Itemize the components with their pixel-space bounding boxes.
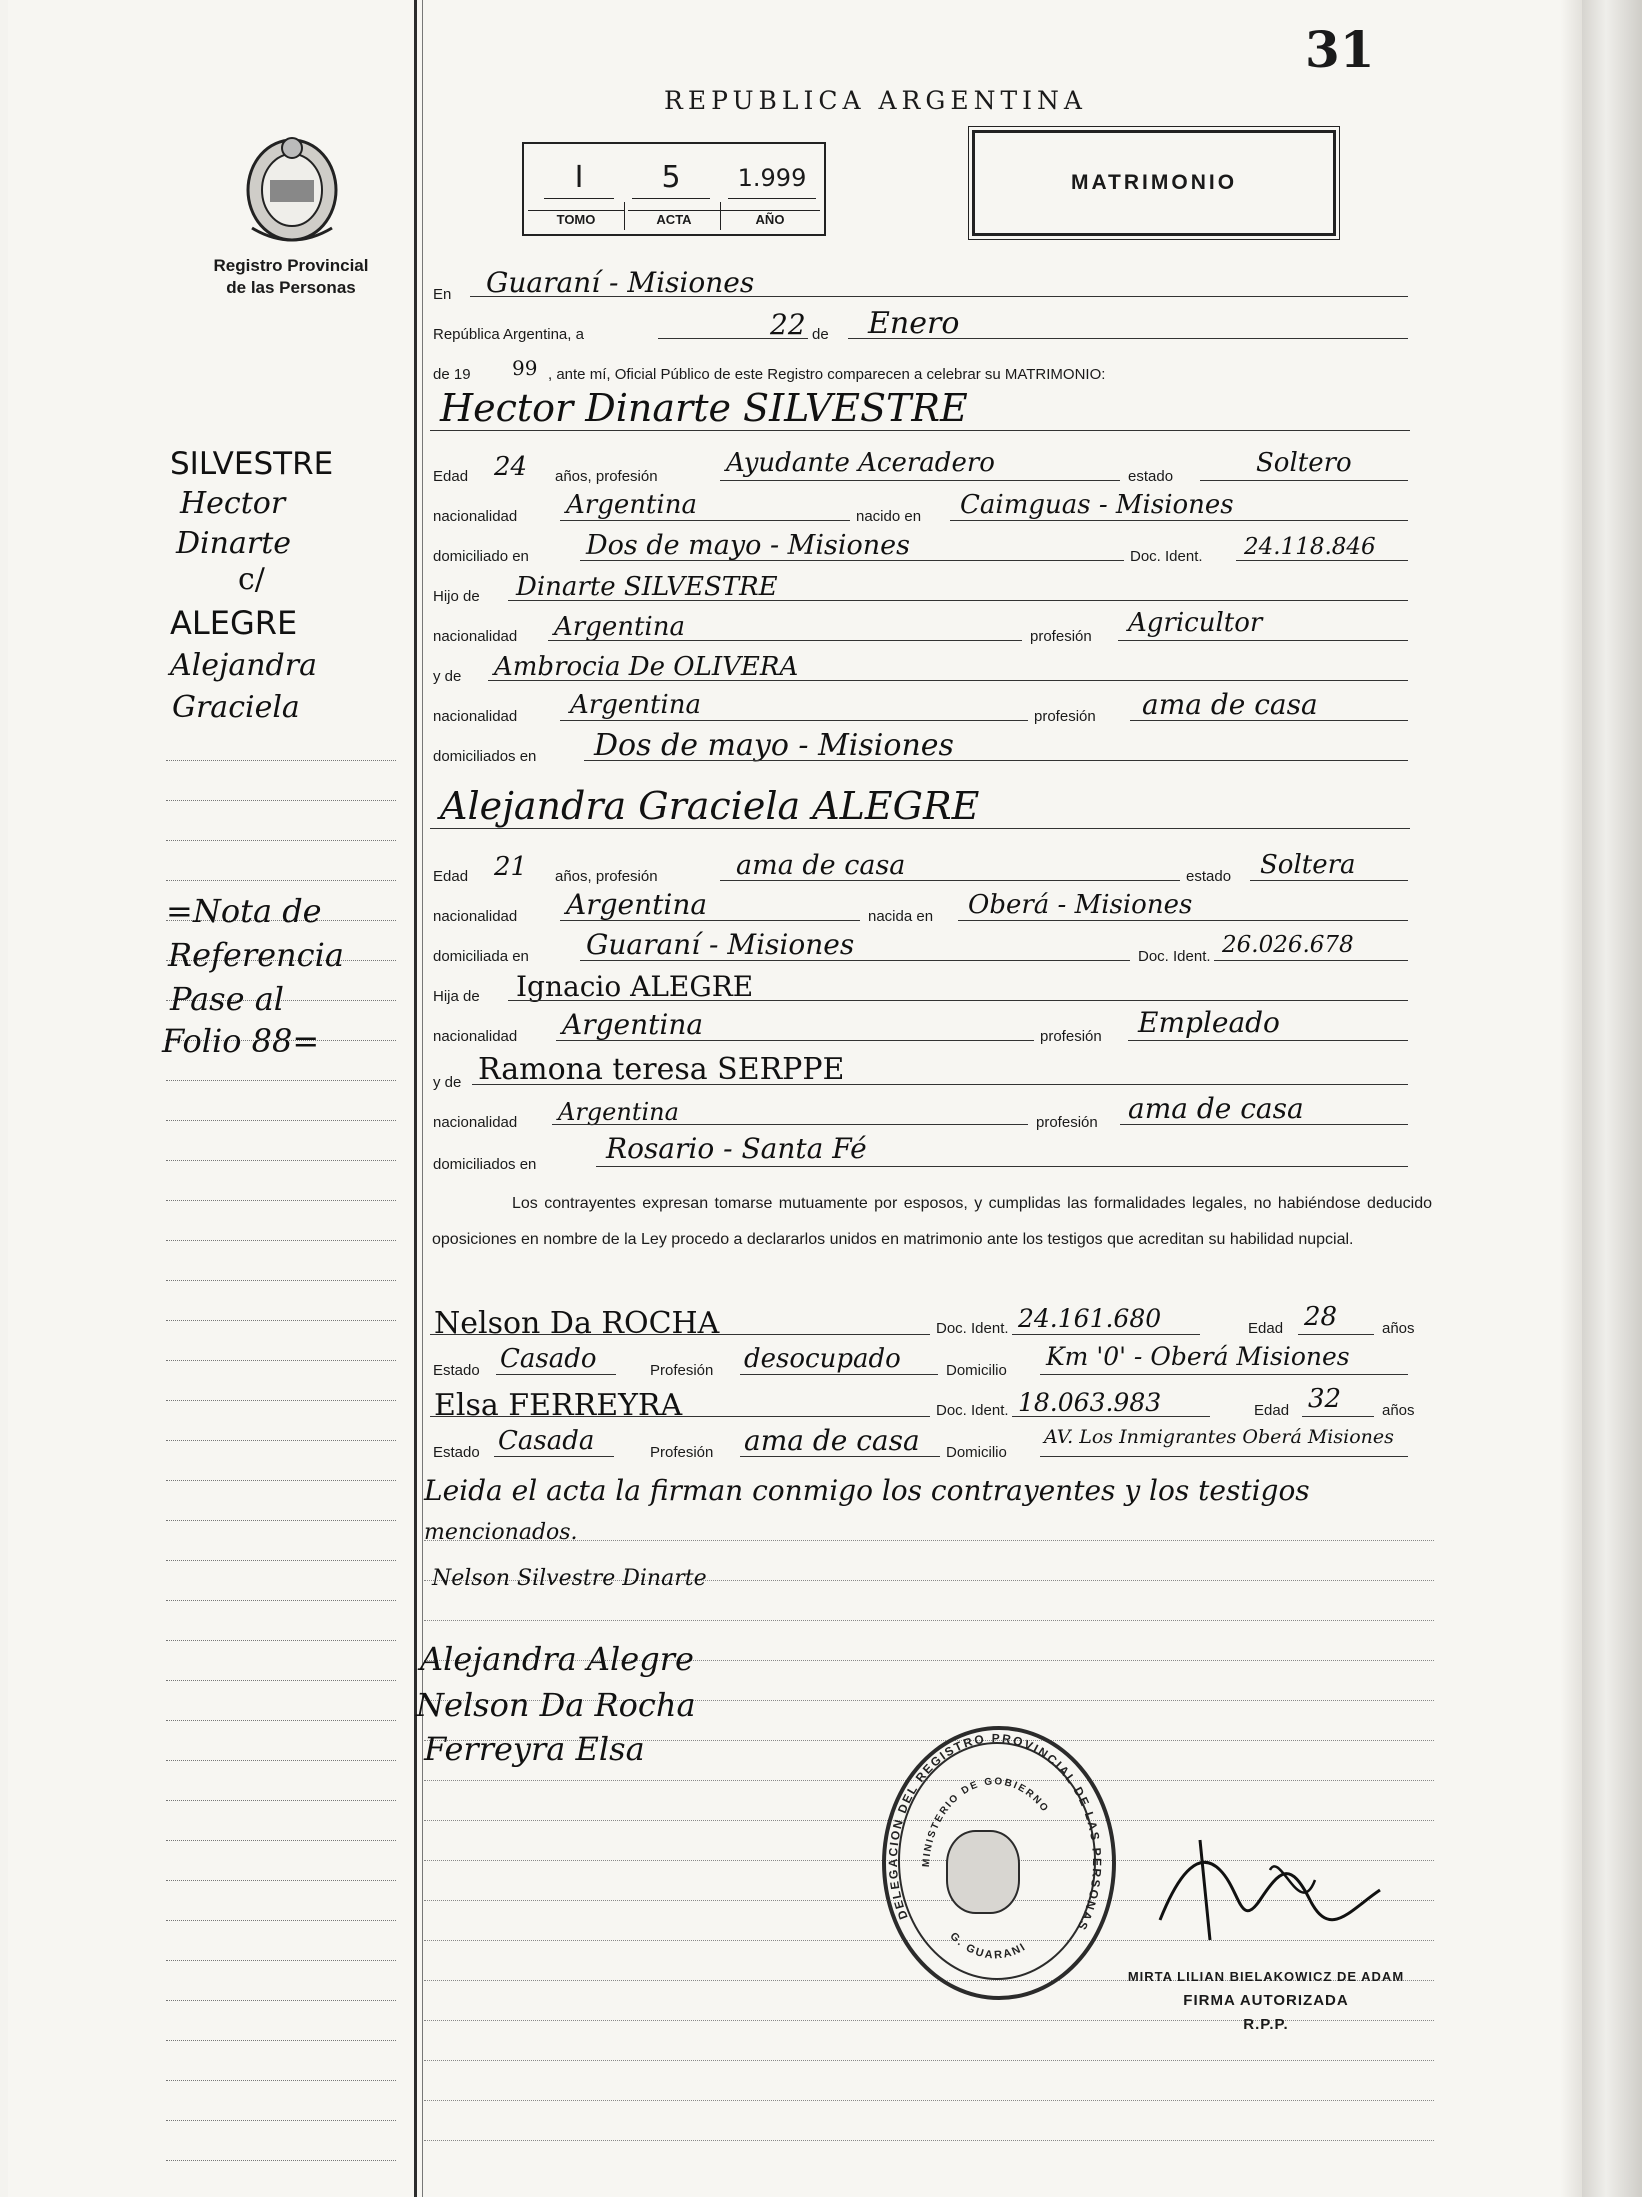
underline (596, 1166, 1408, 1167)
place-value: Guaraní - Misiones (486, 266, 755, 299)
margin-ruled-line (166, 1320, 396, 1321)
bride-domicilio: Guaraní - Misiones (586, 928, 855, 961)
label-republica: República Argentina, a (433, 326, 584, 343)
box-divider (624, 202, 625, 230)
tomo-label: TOMO (528, 210, 624, 229)
margin-ruled-line (166, 1800, 396, 1801)
underline (658, 338, 808, 339)
underline (580, 960, 1130, 961)
underline (496, 1374, 616, 1375)
margin-name-alejandra: Alejandra (170, 648, 317, 683)
underline (1214, 960, 1408, 961)
anio-label: AÑO (720, 210, 820, 229)
underline (470, 296, 1408, 297)
bride-profesion: ama de casa (736, 850, 906, 881)
groom-nacido: Caimguas - Misiones (960, 490, 1234, 520)
statement-text: Los contrayentes expresan tomarse mutuamente por esposos, y cumplidas las formalidades legales, no habiéndose deducido oposiciones en nombre de la Ley procedo a declararlos unidos en matrimonio ante los testigos que acreditan su habilidad nupcial. (432, 1195, 1432, 1248)
margin-ruled-line (166, 1560, 396, 1561)
margin-ruled-line (166, 1960, 396, 1961)
underline (1012, 1416, 1210, 1417)
underline (1302, 1416, 1374, 1417)
signature-groom: Nelson Silvestre Dinarte (432, 1566, 707, 1591)
margin-ruled-line (166, 2000, 396, 2001)
underline (430, 828, 1410, 829)
underline (848, 338, 1408, 339)
signature-witness1: Nelson Da Rocha (416, 1686, 696, 1724)
margin-name-graciela: Graciela (172, 690, 300, 725)
margin-reference-note: Folio 88= (162, 1022, 320, 1060)
official-title: FIRMA AUTORIZADA (1183, 1992, 1349, 2009)
underline (1040, 1456, 1408, 1457)
underline (1298, 1334, 1374, 1335)
margin-ruled-line (166, 2040, 396, 2041)
signature-bride: Alejandra Alegre (420, 1640, 694, 1678)
margin-ruled-line (166, 1400, 396, 1401)
label-nacionalidad: nacionalidad (433, 628, 518, 645)
label-profesion: profesión (1036, 1114, 1098, 1131)
month-value: Enero (868, 306, 960, 341)
label-y-de: y de (433, 1074, 462, 1091)
registry-name (180, 255, 402, 299)
underline (740, 1456, 940, 1457)
underline (1040, 1374, 1408, 1375)
underline (740, 1374, 938, 1375)
label-domicilio: Domicilio (946, 1444, 1007, 1461)
label-nacionalidad: nacionalidad (433, 1114, 518, 1131)
label-edad: Edad (1248, 1320, 1284, 1337)
page-edge (1560, 0, 1582, 2197)
margin-ruled-line (166, 1880, 396, 1881)
body-ruled-line (424, 2140, 1434, 2141)
groom-edad: 24 (494, 452, 528, 482)
label-estado: Estado (433, 1444, 480, 1461)
underline (1236, 560, 1408, 561)
label-profesion: profesión (1040, 1028, 1102, 1045)
margin-ruled-line (166, 1840, 396, 1841)
groom-mother-nacionalidad: Argentina (570, 690, 701, 720)
acta-label: ACTA (628, 210, 720, 229)
underline (1120, 1124, 1408, 1125)
margin-ruled-line (166, 2080, 396, 2081)
underline (430, 430, 1410, 431)
closing-line: mencionados. (424, 1520, 578, 1545)
margin-con: c/ (238, 562, 265, 597)
body-ruled-line (424, 1620, 1434, 1621)
label-de: de (812, 326, 829, 343)
margin-reference-note: Pase al (170, 980, 285, 1018)
label-anios-profesion: años, profesión (555, 868, 658, 885)
label-doc-ident: Doc. Ident. (1130, 548, 1203, 565)
label-profesion: profesión (1034, 708, 1096, 725)
intro-sentence: , ante mí, Oficial Público de este Registro comparecen a celebrar su MATRIMONIO: (548, 366, 1106, 383)
marriage-statement (432, 1186, 1432, 1258)
label-domiciliados: domiciliados en (433, 748, 537, 765)
groom-mother: Ambrocia De OLIVERA (494, 652, 799, 682)
margin-name-hector: Hector (180, 486, 286, 521)
bride-mother-nacionalidad: Argentina (558, 1098, 679, 1126)
label-hijo-de: Hijo de (433, 588, 480, 605)
tomo-value: I (544, 158, 614, 199)
bride-father: Ignacio ALEGRE (516, 970, 754, 1003)
label-profesion: Profesión (650, 1362, 714, 1379)
underline (1130, 720, 1408, 721)
official-org: R.P.P. (1243, 2016, 1289, 2033)
margin-ruled-line (166, 1920, 396, 1921)
groom-estado: Soltero (1256, 448, 1352, 478)
underline (430, 1416, 930, 1417)
label-nacionalidad: nacionalidad (433, 508, 518, 525)
margin-ruled-line (166, 1680, 396, 1681)
groom-domicilio: Dos de mayo - Misiones (586, 530, 910, 561)
witness1-estado: Casado (500, 1344, 597, 1374)
bride-mother-profesion: ama de casa (1128, 1092, 1304, 1125)
witness2-estado: Casada (498, 1426, 595, 1456)
label-nacionalidad: nacionalidad (433, 1028, 518, 1045)
svg-text:G. GUARANI (947, 1930, 1028, 1961)
underline (556, 1040, 1034, 1041)
label-anios: años (1382, 1402, 1415, 1419)
groom-doc: 24.118.846 (1244, 534, 1376, 560)
margin-ruled-line (166, 1760, 396, 1761)
bride-name: Alejandra Graciela ALEGRE (440, 784, 980, 828)
margin-ruled-line (166, 1280, 396, 1281)
margin-rule-thin (422, 0, 423, 2197)
margin-ruled-line (166, 2160, 396, 2161)
margin-ruled-line (166, 1080, 396, 1081)
margin-rule (414, 0, 417, 2197)
bride-parents-domicilio: Rosario - Santa Fé (606, 1132, 867, 1165)
acta-value: 5 (632, 158, 710, 199)
svg-text:DELEGACION DEL REGISTRO PROVIN (886, 1731, 1104, 1934)
margin-ruled-line (166, 880, 396, 881)
margin-ruled-line (166, 1640, 396, 1641)
witness1-doc: 24.161.680 (1018, 1304, 1162, 1333)
stamp-lettering (882, 1726, 1108, 1992)
label-y-de: y de (433, 668, 462, 685)
groom-parents-domicilio: Dos de mayo - Misiones (594, 728, 954, 763)
label-doc-ident: Doc. Ident. (936, 1402, 1009, 1419)
witness1-edad: 28 (1304, 1302, 1338, 1332)
label-domicilio: Domicilio (946, 1362, 1007, 1379)
margin-ruled-line (166, 1520, 396, 1521)
underline (552, 1124, 1028, 1125)
underline (508, 1000, 1408, 1001)
day-value: 22 (770, 308, 806, 341)
stamp-bottom-text: G. GUARANI (947, 1930, 1029, 1962)
book-edge (1582, 0, 1642, 2197)
year-value: 99 (512, 356, 538, 380)
underline (430, 1334, 930, 1335)
margin-ruled-line (166, 840, 396, 841)
margin-reference-note: Referencia (168, 936, 344, 974)
underline (950, 520, 1408, 521)
margin-ruled-line (166, 1120, 396, 1121)
label-nacido-en: nacido en (856, 508, 922, 525)
underline (1200, 480, 1408, 481)
underline (1118, 640, 1408, 641)
margin-ruled-line (166, 800, 396, 801)
label-anios-profesion: años, profesión (555, 468, 658, 485)
underline (494, 1456, 614, 1457)
bride-mother: Ramona teresa SERPPE (478, 1052, 845, 1087)
official-name: MIRTA LILIAN BIELAKOWICZ DE ADAM (1127, 1969, 1405, 1984)
groom-mother-profesion: ama de casa (1142, 688, 1318, 721)
groom-profesion: Ayudante Aceradero (726, 448, 995, 478)
groom-father-nacionalidad: Argentina (554, 612, 685, 642)
margin-ruled-line (166, 1360, 396, 1361)
stamp-inner-text: MINISTERIO DE GOBIERNO (920, 1776, 1051, 1868)
witness2-profesion: ama de casa (744, 1424, 920, 1457)
underline (580, 560, 1124, 561)
bride-nacida: Oberá - Misiones (968, 890, 1193, 920)
underline (1128, 1040, 1408, 1041)
bride-estado: Soltera (1260, 850, 1356, 880)
margin-ruled-line (166, 2120, 396, 2121)
underline (548, 640, 1022, 641)
bride-nacionalidad: Argentina (566, 888, 708, 921)
margin-ruled-line (166, 1240, 396, 1241)
label-doc-ident: Doc. Ident. (1138, 948, 1211, 965)
label-anios: años (1382, 1320, 1415, 1337)
bride-edad: 21 (494, 852, 528, 882)
margin-ruled-line (166, 1720, 396, 1721)
svg-text:MINISTERIO DE GOBIERNO (921, 1776, 1051, 1867)
underline (560, 520, 850, 521)
label-nacida-en: nacida en (868, 908, 934, 925)
label-doc-ident: Doc. Ident. (936, 1320, 1009, 1337)
groom-nacionalidad: Argentina (566, 490, 697, 520)
box-divider (720, 202, 721, 230)
margin-ruled-line (166, 1200, 396, 1201)
label-estado: estado (1128, 468, 1174, 485)
label-profesion: profesión (1030, 628, 1092, 645)
official-block (1106, 1965, 1426, 2037)
label-domiciliada: domiciliada en (433, 948, 529, 965)
page-number: 31 (1305, 20, 1375, 79)
underline (720, 480, 1120, 481)
country-header: REPUBLICA ARGENTINA (664, 86, 1087, 115)
underline (508, 600, 1408, 601)
registry-line2: de las Personas (226, 278, 356, 297)
official-signature (1140, 1830, 1410, 1950)
anio-value: 1.999 (728, 158, 816, 199)
label-year-prefix: de 19 (433, 366, 471, 383)
witness2-edad: 32 (1308, 1384, 1342, 1414)
label-edad: Edad (1254, 1402, 1290, 1419)
bride-doc: 26.026.678 (1222, 932, 1354, 958)
label-edad: Edad (433, 868, 469, 885)
label-domiciliados: domiciliados en (433, 1156, 537, 1173)
registry-line1: Registro Provincial (213, 256, 369, 275)
margin-ruled-line (166, 1440, 396, 1441)
witness1-domicilio: Km '0' - Oberá Misiones (1046, 1342, 1350, 1371)
underline (958, 920, 1408, 921)
label-domiciliado: domiciliado en (433, 548, 529, 565)
margin-ruled-line (166, 1160, 396, 1161)
stamp-outer-text: DELEGACION DEL REGISTRO PROVINCIAL DE LAS PERSONAS (885, 1731, 1105, 1934)
margin-surname-groom: SILVESTRE (170, 446, 334, 482)
witness1-profesion: desocupado (744, 1344, 901, 1374)
bride-father-profesion: Empleado (1138, 1006, 1280, 1039)
record-number-box (522, 142, 826, 236)
label-en: En (433, 286, 452, 303)
witness2-domicilio: AV. Los Inmigrantes Oberá Misiones (1044, 1426, 1394, 1448)
groom-father-profesion: Agricultor (1128, 608, 1263, 638)
label-edad: Edad (433, 468, 469, 485)
label-nacionalidad: nacionalidad (433, 708, 518, 725)
coat-of-arms-emblem (240, 128, 344, 246)
witness2-name: Elsa FERREYRA (434, 1388, 683, 1423)
closing-line: Leida el acta la firman conmigo los contrayentes y los testigos (424, 1474, 1310, 1507)
signature-witness2: Ferreyra Elsa (424, 1730, 645, 1768)
margin-ruled-line (166, 760, 396, 761)
underline (488, 680, 1408, 681)
margin-name-dinarte: Dinarte (176, 526, 292, 561)
label-nacionalidad: nacionalidad (433, 908, 518, 925)
label-estado: Estado (433, 1362, 480, 1379)
margin-reference-note: =Nota de (166, 892, 322, 930)
document-type-box: MATRIMONIO (972, 130, 1336, 236)
underline (584, 760, 1408, 761)
underline (1250, 880, 1408, 881)
groom-father: Dinarte SILVESTRE (516, 572, 778, 602)
witness2-doc: 18.063.983 (1018, 1388, 1162, 1417)
label-profesion: Profesión (650, 1444, 714, 1461)
witness1-name: Nelson Da ROCHA (434, 1306, 720, 1341)
underline (560, 920, 860, 921)
body-ruled-line (424, 2060, 1434, 2061)
margin-ruled-line (166, 1480, 396, 1481)
underline (720, 880, 1180, 881)
bride-father-nacionalidad: Argentina (562, 1008, 704, 1041)
label-hija-de: Hija de (433, 988, 480, 1005)
underline (472, 1084, 1408, 1085)
body-ruled-line (424, 2100, 1434, 2101)
margin-surname-bride: ALEGRE (170, 604, 298, 642)
groom-name: Hector Dinarte SILVESTRE (440, 386, 968, 430)
label-estado: estado (1186, 868, 1232, 885)
underline (1012, 1334, 1200, 1335)
underline (560, 720, 1028, 721)
margin-ruled-line (166, 1600, 396, 1601)
